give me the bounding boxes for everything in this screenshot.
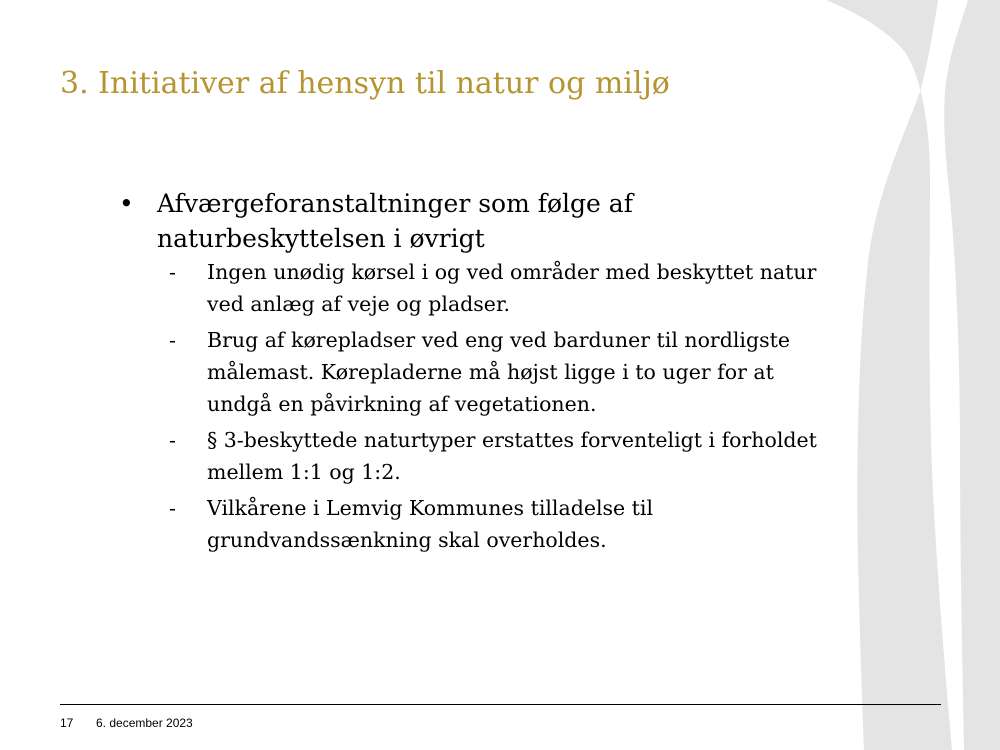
sub-bullet-item [115,256,820,320]
footer-date: 6. december 2023 [96,716,193,730]
sub-bullet-text: Brug af kørepladser ved eng ved barduner til nordligste målemast. Kørepladerne må højst ligge i to uger for at undgå en påvirkning af vegetationen. [207,328,790,416]
dash-marker: - [169,328,176,352]
sub-bullet-text: Vilkårene i Lemvig Kommunes tilladelse til grundvandssænkning skal overholdes. [207,496,654,552]
dash-marker: - [169,260,176,284]
sub-bullet-text: § 3-beskyttede naturtyper erstattes forventeligt i forholdet mellem 1:1 og 1:2. [207,428,817,484]
decorative-shape-left [826,0,952,750]
sub-bullet-item [115,324,820,420]
dash-marker: - [169,428,176,452]
bullet-marker: • [119,189,134,218]
main-bullet-text: Afværgeforanstaltninger som følge af naturbeskyttelsen i øvrigt [157,189,633,253]
slide-body [115,186,820,556]
dash-marker: - [169,496,176,520]
footer-divider [60,704,941,705]
sub-bullet-list [115,256,820,556]
sub-bullet-item [115,424,820,488]
sub-bullet-item [115,492,820,556]
sub-bullet-text: Ingen unødig kørsel i og ved områder med beskyttet natur ved anlæg af veje og pladser. [207,260,817,316]
slide-title: 3. Initiativer af hensyn til natur og miljø [60,66,670,101]
main-bullet [115,186,820,256]
slide-number: 17 [60,716,74,730]
decorative-shape-right [944,0,1000,750]
